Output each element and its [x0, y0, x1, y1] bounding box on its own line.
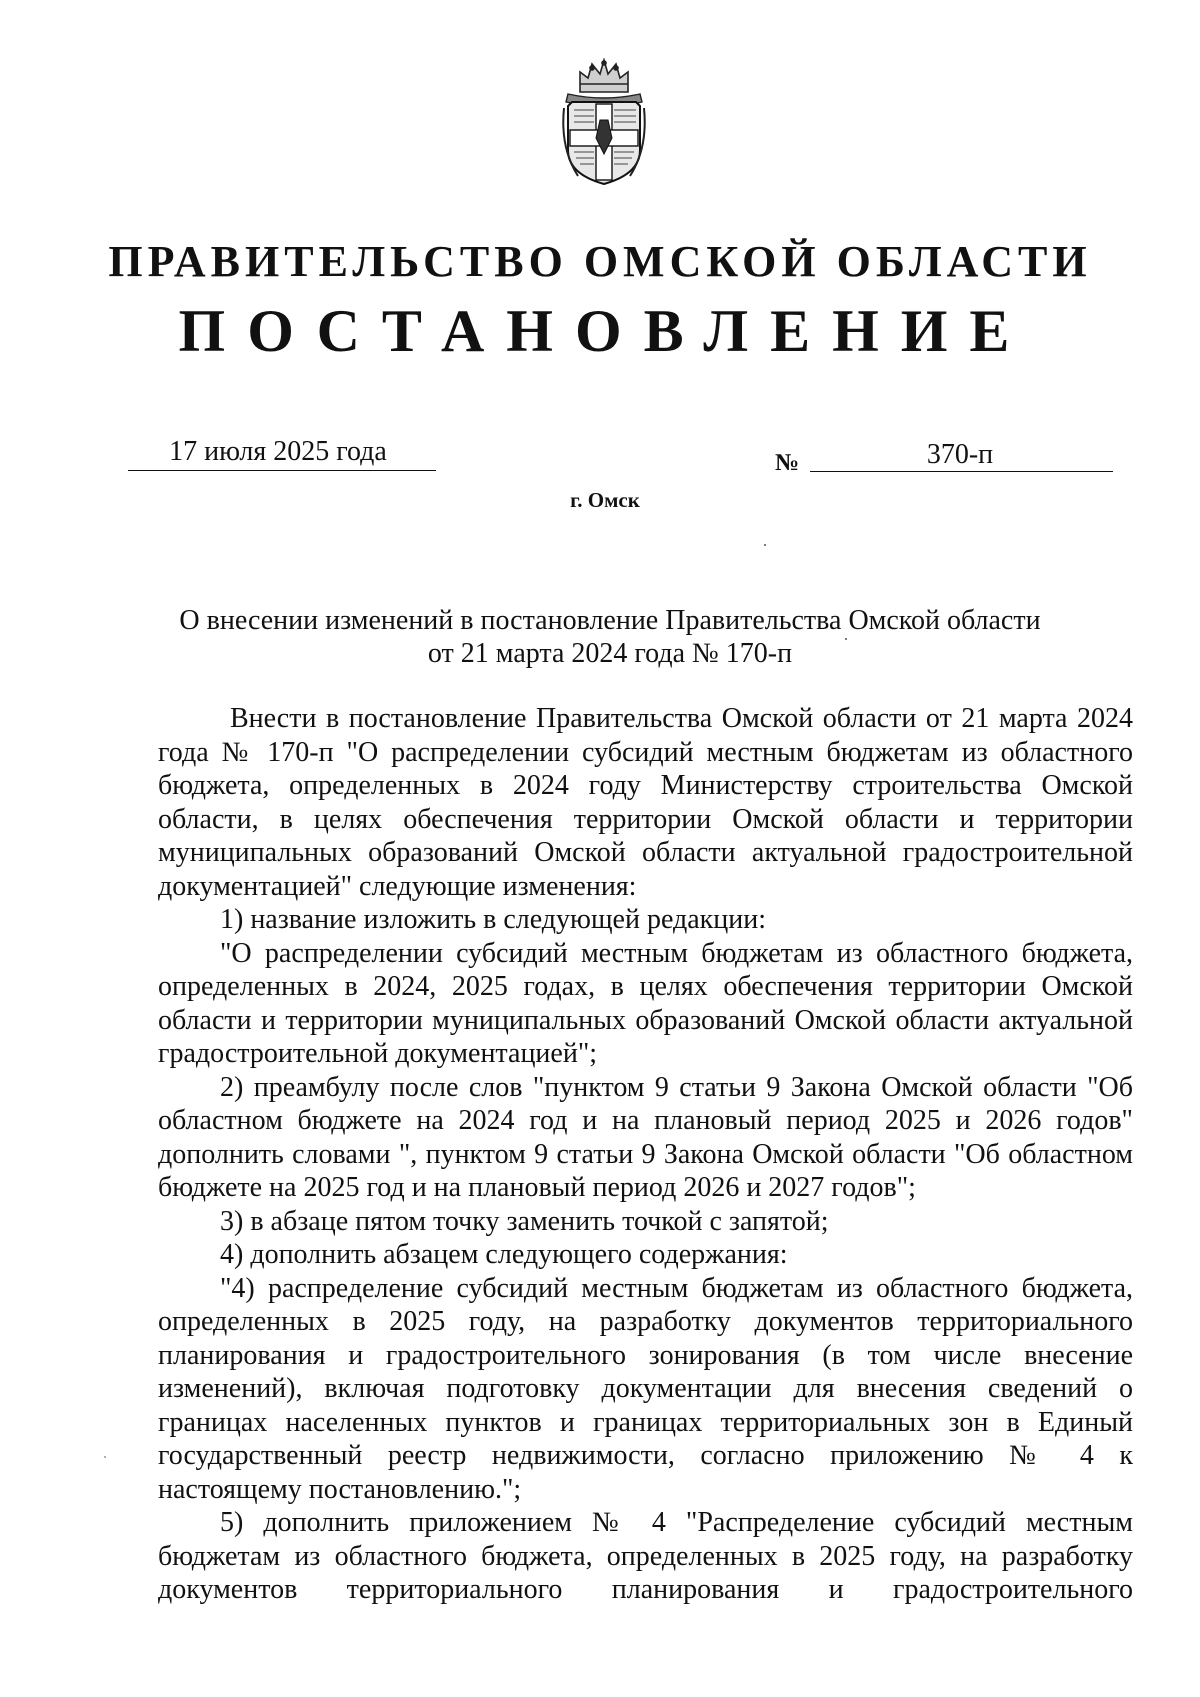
- document-body: [158, 702, 1133, 1607]
- scan-speck: [104, 1456, 106, 1458]
- document-number: 370-п: [926, 439, 994, 470]
- item-4-paragraph: 4) дополнить абзацем следующего содержания:: [220, 1239, 788, 1270]
- scan-speck: [764, 544, 766, 546]
- document-city: г. Омск: [570, 488, 640, 512]
- document-subject: [150, 604, 1070, 670]
- number-label: №: [775, 450, 800, 476]
- item-3-paragraph: 3) в абзаце пятом точку заменить точкой с запятой;: [220, 1205, 829, 1237]
- item-5-paragraph: 5) дополнить приложением № 4 "Распределение субсидий местным бюджетам из областного бюджета, определенных в 2025 году, на разработку документов территориального планирования и градостроительного: [158, 1507, 1133, 1605]
- scan-speck: [845, 638, 847, 640]
- number-underline: [810, 471, 1113, 472]
- item-2-paragraph: 2) преамбулу после слов "пунктом 9 статьи 9 Закона Омской области "Об областном бюджете на 2024 год и на плановый период 2025 и 2026 годов" дополнить словами ", пунктом 9 статьи 9 Закона Омской области "Об областном бюджете на 2025 год и на плановый период 2026 и 2027 годов";: [158, 1071, 1133, 1203]
- subject-line-1: О внесении изменений в постановление Правительства Омской области: [179, 605, 1041, 636]
- item-1-paragraph: 1) название изложить в следующей редакции:: [220, 904, 767, 935]
- date-underline: [128, 470, 436, 471]
- intro-paragraph: Внести в постановление Правительства Омской области от 21 марта 2024 года № 170-п "О распределении субсидий местным бюджетам из областного бюджета, определенных в 2024 году Министерству строительства Омской области, в целях обеспечения территории Омской области и территории муниципальных образований Омской области актуальной градостроительной документацией" следующие изменения:: [158, 703, 1133, 902]
- subject-line-2: от 21 марта 2024 года № 170-п: [427, 638, 793, 669]
- organization-title: ПРАВИТЕЛЬСТВО ОМСКОЙ ОБЛАСТИ: [108, 237, 1092, 286]
- item-4-text-paragraph: "4) распределение субсидий местным бюджетам из областного бюджета, определенных в 2025 году, на разработку документов территориального планирования и градостроительного зонирования (в том числе внесение изменений), включая подготовку документации для внесения сведений о границах населенных пунктов и границах территориальных зон в Единый государственный реестр недвижимости, согласно приложению № 4 к настоящему постановлению.";: [158, 1272, 1133, 1505]
- item-1-text-paragraph: "О распределении субсидий местным бюджетам из областного бюджета, определенных в 2024, 2025 годах, в целях обеспечения территории Омской области и территории муниципальных образований Омской области актуальной градостроительной документацией";: [158, 937, 1133, 1069]
- omsk-coat-of-arms-icon: [558, 58, 650, 186]
- document-type-title: ПОСТАНОВЛЕНИЕ: [178, 298, 1032, 364]
- document-date: 17 июля 2025 года: [169, 436, 387, 467]
